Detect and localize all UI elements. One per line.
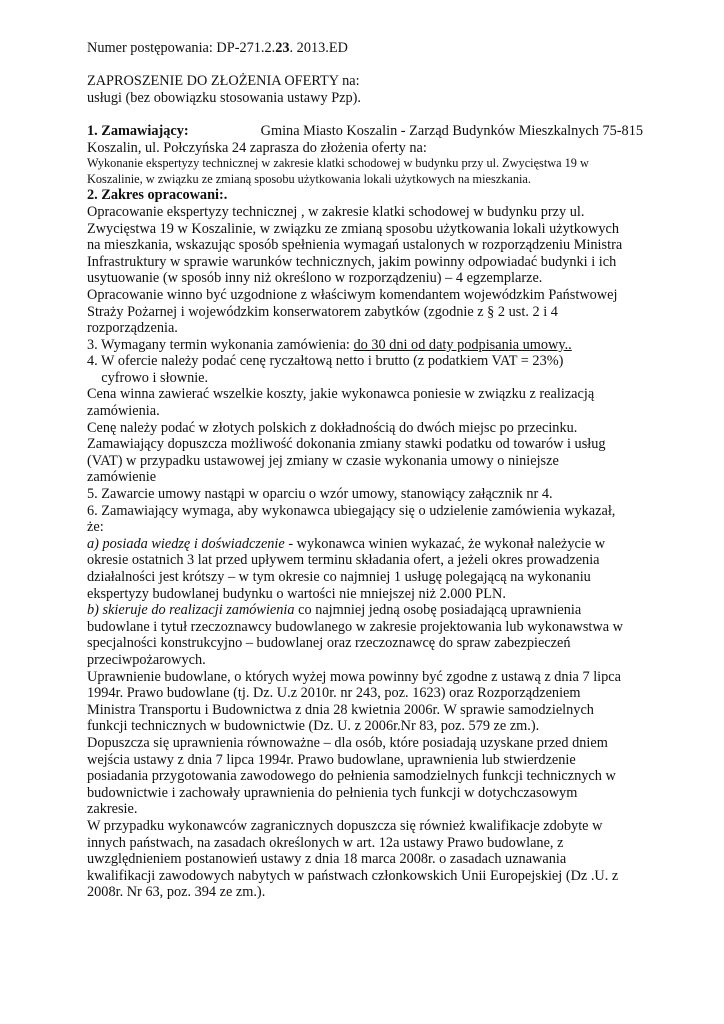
section-2-line: Zwycięstwa 19 w Koszalinie, w związku ze zmianą sposobu użytkowania lokali użytkowych [87, 220, 620, 237]
section-2-line: na mieszkania, wskazując sposób spełnienia wymagań ustalonych w rozporządzeniu Ministra [87, 237, 623, 254]
requirement-a-title: a) posiada wiedzę i doświadczenie [87, 535, 285, 552]
requirement-b-line: specjalności konstrukcyjno – budowlanej oraz rzeczoznawcę do spraw zabezpieczeń [87, 635, 571, 652]
section-2-line: Infrastruktury w sprawie warunków technicznych, jakim powinny odpowiadać budynki i ich [87, 253, 617, 270]
section-4-line: zamówienia. [87, 403, 160, 420]
section-6-line: 6. Zamawiający wymaga, aby wykonawca ubiegający się o udzielenie zamówienia wykazał, [87, 502, 616, 519]
deadline-value: do 30 dni od daty podpisania umowy.. [353, 336, 572, 353]
section-4-line: (VAT) w przypadku ustawowej jej zmiany w czasie wykonania umowy o niniejsze [87, 452, 559, 469]
section-2-line: Opracowanie winno być uzgodnione z właściwym komendantem wojewódzkim Państwowej [87, 286, 618, 303]
paragraph-equivalent: posiadania przygotowania zawodowego do pełnienia samodzielnych funkcji technicznych w [87, 768, 616, 785]
requirement-b-line: b) skieruje do realizacji zamówienia co najmniej jedną osobę posiadającą uprawnienia [87, 602, 582, 619]
section-2-line: usytuowanie (w sposób inny niż określono w rozporządzeniu) – 4 egzemplarze. [87, 270, 543, 287]
section-3-deadline: 3. Wymagany termin wykonania zamówienia: do 30 dni od daty podpisania umowy.. [87, 336, 572, 353]
paragraph-foreign: uwzględnieniem postanowień ustawy z dnia 18 marca 2008r. o zasadach uznawania [87, 851, 567, 868]
section-4-line: Zamawiający dopuszcza możliwość dokonania zmiany stawki podatku od towarów i usług [87, 436, 606, 453]
section-2-line: rozporządzenia. [87, 320, 178, 337]
section-5-line: 5. Zawarcie umowy nastąpi w oparciu o wzór umowy, stanowiący załącznik nr 4. [87, 486, 553, 503]
section-4-line: cyfrowo i słownie. [101, 369, 209, 386]
section-4-line: Cena winna zawierać wszelkie koszty, jakie wykonawca poniesie w związku z realizacją [87, 386, 595, 403]
paragraph-equivalent: wejścia ustawy z dnia 7 lipca 1994r. Prawo budowlane, uprawnienia lub stwierdzenie [87, 751, 576, 768]
section-2-line: Straży Pożarnej i wojewódzkim konserwatorem zabytków (zgodnie z § 2 ust. 2 i 4 [87, 303, 558, 320]
section-1-line-3: Wykonanie ekspertyzy technicznej w zakresie klatki schodowej w budynku przy ul. Zwycięstwa 19 w [87, 156, 589, 171]
section-1-line-2: Koszalin, ul. Połczyńska 24 zaprasza do złożenia oferty na: [87, 139, 427, 156]
section-4-line: 4. W ofercie należy podać cenę ryczałtową netto i brutto (z podatkiem VAT = 23%) [87, 353, 564, 370]
doc-title: ZAPROSZENIE DO ZŁOŻENIA OFERTY na: [87, 73, 360, 90]
section-2-line: Opracowanie ekspertyzy technicznej , w zakresie klatki schodowej w budynku przy ul. [87, 203, 585, 220]
section-2-heading: 2. Zakres opracowani:. [87, 187, 228, 204]
paragraph-permits: 1994r. Prawo budowlane (tj. Dz. U.z 2010r. nr 243, poz. 1623) oraz Rozporządzeniem [87, 685, 581, 702]
paragraph-foreign: innych państwach, na zasadach określonych w art. 12a ustawy Prawo budowlane, z [87, 834, 564, 851]
section-1-heading: 1. Zamawiający: [87, 122, 189, 139]
requirement-b-line: przeciwpożarowych. [87, 651, 206, 668]
requirement-b-line: budowlane i tytuł rzeczoznawcy budowlanego w zakresie projektowania lub wykonawstwa w [87, 618, 623, 635]
paragraph-foreign: 2008r. Nr 63, poz. 394 ze zm.). [87, 884, 266, 901]
document-page [87, 40, 643, 901]
requirement-a-line: okresie ostatnich 3 lat przed upływem terminu składania ofert, a jeżeli okres prowadzenia [87, 552, 600, 569]
doc-subtitle: usługi (bez obowiązku stosowania ustawy Pzp). [87, 89, 361, 106]
paragraph-equivalent: Dopuszcza się uprawnienia równoważne – dla osób, które posiadają uzyskane przed dniem [87, 734, 608, 751]
section-4-line: zamówienie [87, 469, 157, 486]
paragraph-permits: Uprawnienie budowlane, o których wyżej mowa powinny być zgodne z ustawą z dnia 7 lipca [87, 668, 621, 685]
paragraph-equivalent: zakresie. [87, 801, 138, 818]
paragraph-foreign: W przypadku wykonawców zagranicznych dopuszcza się również kwalifikacje zdobyte w [87, 817, 603, 834]
paragraph-permits: Ministra Transportu i Budownictwa z dnia 28 kwietnia 2006r. W sprawie samodzielnych [87, 701, 594, 718]
requirement-a-line: a) posiada wiedzę i doświadczenie - wykonawca winien wykazać, że wykonał należycie w [87, 535, 606, 552]
requirement-a-line: ekspertyzy budowlanej budynku o wartości nie mniejszej niż 2.000 PLN. [87, 585, 506, 602]
paragraph-equivalent: budownictwie i zachowały uprawnienia do pełnienia tych funkcji w dotychczasowym [87, 784, 578, 801]
paragraph-foreign: kwalifikacji zawodowych nabytych w państwach członkowskich Unii Europejskiej (Dz .U. z [87, 867, 619, 884]
paragraph-permits: funkcji technicznych w budownictwie (Dz. U. z 2006r.Nr 83, poz. 579 ze zm.). [87, 718, 540, 735]
section-4-line: Cenę należy podać w złotych polskich z dokładnością do dwóch miejsc po przecinku. [87, 419, 578, 436]
requirement-b-title: b) skieruje do realizacji zamówienia [87, 602, 295, 619]
section-1-line-4: Koszalinie, w związku ze zmianą sposobu użytkowania lokali użytkowych na mieszkania. [87, 171, 531, 186]
requirement-a-line: działalności jest krótszy – w tym okresie co najmniej 1 usługę polegającą na wykonaniu [87, 569, 591, 585]
procedure-number: Numer postępowania: DP-271.2.23. 2013.ED [87, 40, 348, 56]
section-1-line-1: 1. Zamawiający: Gmina Miasto Koszalin - Zarząd Budynków Mieszkalnych 75-815 [87, 122, 643, 139]
section-6-line: że: [87, 519, 104, 536]
